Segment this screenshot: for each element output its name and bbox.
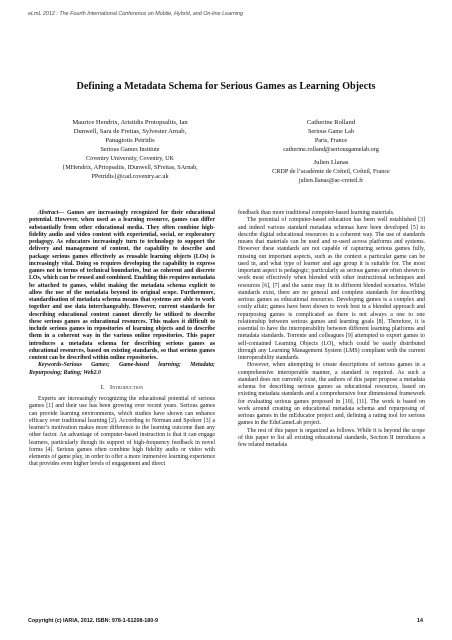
right-paragraph-4: The rest of this paper is organized as follows. While it is beyond the scope of this paper to list all existing educational standards, Section II introduces a few related metadata xyxy=(238,427,425,448)
footer-page-number: 14 xyxy=(417,618,423,624)
keywords: Keywords-Serious Games; Game-based learning; Metadata; Repurposing; Rating; Web2.0 xyxy=(29,362,215,376)
author-institute: Serious Games Institute xyxy=(100,146,160,153)
author-org: CRDP de l’académie de Créteil, Créteil, France xyxy=(272,168,390,175)
author-name-rolland: Catherine Rolland xyxy=(306,119,356,126)
author-email-line-2: PPetridis}@cad.coventry.ac.uk xyxy=(91,173,169,180)
footer-copyright: Copyright (c) IARIA, 2012. ISBN: 978-1-61208-180-9 xyxy=(28,618,159,624)
author-name-llanas: Julien Llanas xyxy=(313,159,349,166)
author-names-line-1: Maurice Hendrix, Aristidis Protopsaltis, Ian xyxy=(72,119,188,126)
right-column xyxy=(238,210,425,449)
left-column xyxy=(29,210,215,469)
author-lab: Serious Game Lab xyxy=(307,128,355,135)
section-title: Introduction xyxy=(109,383,144,391)
author-city: Paris, France xyxy=(314,137,348,144)
author-block-left xyxy=(30,118,230,181)
author-names-line-3: Panagiotis Petridis xyxy=(105,137,155,144)
author-email-llanas: julien.llanas@ac-creteil.fr xyxy=(298,177,364,184)
author-names-line-2: Dunwell, Sara de Freitas, Sylvester Arnab, xyxy=(73,128,187,135)
abstract xyxy=(29,210,215,362)
author-email-rolland: catherine.rolland@seriousgamelab.org xyxy=(283,146,379,153)
intro-paragraph-1: Experts are increasingly recognizing the educational potential of serious games [1] and their use has been growing over recent years. Serious games can provide learning environments, which studies have shown can enhance efficacy over traditional learning [2]. According to Norman and Spohrer [3] a learner’s motivation makes more difference to the learning outcome than any other factor. An advantage of computer-based instruction is that it can engage learners, particularly though its support of high-frequency feedback in novel forms [4]. Serious games often combine high fidelity audio or video with elements of game play, in order to offer a more immersive learning experience that provides even higher levels of engagement and direct xyxy=(29,396,215,468)
paper-title: Defining a Metadata Schema for Serious Games as Learning Objects xyxy=(76,81,376,92)
abstract-lead: Abstract— xyxy=(38,210,65,216)
right-paragraph-2: The potential of computer-based education has been well established [3] and indeed various standard metadata schemas have been developed [5] to describe digital educational resources in a coherent way. The use of standards means that materials can be used and re-used across platforms and systems. However these standards are not capable of capturing serious games fully, missing out important aspects, such as the context a particular game can be used in, and what type of learner and age group it is suitable for. The most important aspect is pedagogic; particularly as serious games are often shown to work most effectively when blended with other instructional techniques and resources [6], [7] and the same may fit in different blended scenarios. Whilst standards exist, there are no general and complete standards for describing serious games as educational resources. Developing games is a complex and costly affair; games have been shown to work best in a blended approach and repurposing games is complicated as there is not always a one to one relationship between serious games and learning goals [8]. Therefore, it is essential to have the interoperability between different learning platforms and metadata standards. Torrente and colleagues [9] attempted to export games to self-contained Learning Objects (LO), which could be easily distributed through any Learning Management System (LMS) compliant with the current interoperability standards. xyxy=(238,217,425,361)
author-block-right xyxy=(242,118,420,185)
author-email-line-1: {MHendrix, APrtopsaltis, IDunwell, SFreitas, SArnab, xyxy=(62,164,198,171)
conference-header: eLmL 2012 : The Fourth International Conference on Mobile, Hybrid, and On-line Learning xyxy=(28,11,244,17)
right-paragraph-1: feedback than more traditional computer-based learning materials. xyxy=(238,210,395,216)
right-paragraph-3: However, when attempting to create descriptions of serious games in a comprehensive interoperable manner, a standard is required. As such a standard does not currently exist, the authors of this paper propose a metadata schema for describing serious games as educational resources, based on existing metadata standards and a comprehensive four dimensional framework for evaluating serious games proposed in [10], [11]. The work is based on work around creating an educational metadata schema and repurposing of serious games in the mEducator project and, defining a rating tool for serious games in the EduGameLab project. xyxy=(238,362,425,427)
section-heading-introduction xyxy=(29,384,215,391)
author-university: Coventry University, Coventry, UK xyxy=(85,155,175,162)
section-number: I. xyxy=(100,383,105,391)
abstract-text: Games are increasingly recognized for their educational potential. However, when used as a learning resource, games can differ substantially from other educational media. They often combine high-fidelity audio and video content with experiential, social, or exploratory pedagogy. As educators increasingly turn to technology to support the delivery and management of content, the capability to describe and package serious games effectively as reusable learning objects (LOs) is increasingly vital. Doing so requires developing the capability to express games not in terms of technical boundaries, but as coherent and discrete LOs, which can be reused and combined. Enabling this requires metadata be attached to games, whilst making the metadata schema explicit to allow the use of the metadata beyond its original scope. Furthermore, standardisation of metadata schema means that systems are able to work together and use data interchangeably. However, current standards for describing educational content cannot directly be utilized to describe these serious games as educational resources. This makes it difficult to include serious games in repositories of learning objects and to describe them in a coherent way in the various online repositories. This paper introduces a metadata schema for describing serious games as educational resources, based on existing standards, so that serious games content can be described within online repositories. xyxy=(29,210,215,361)
